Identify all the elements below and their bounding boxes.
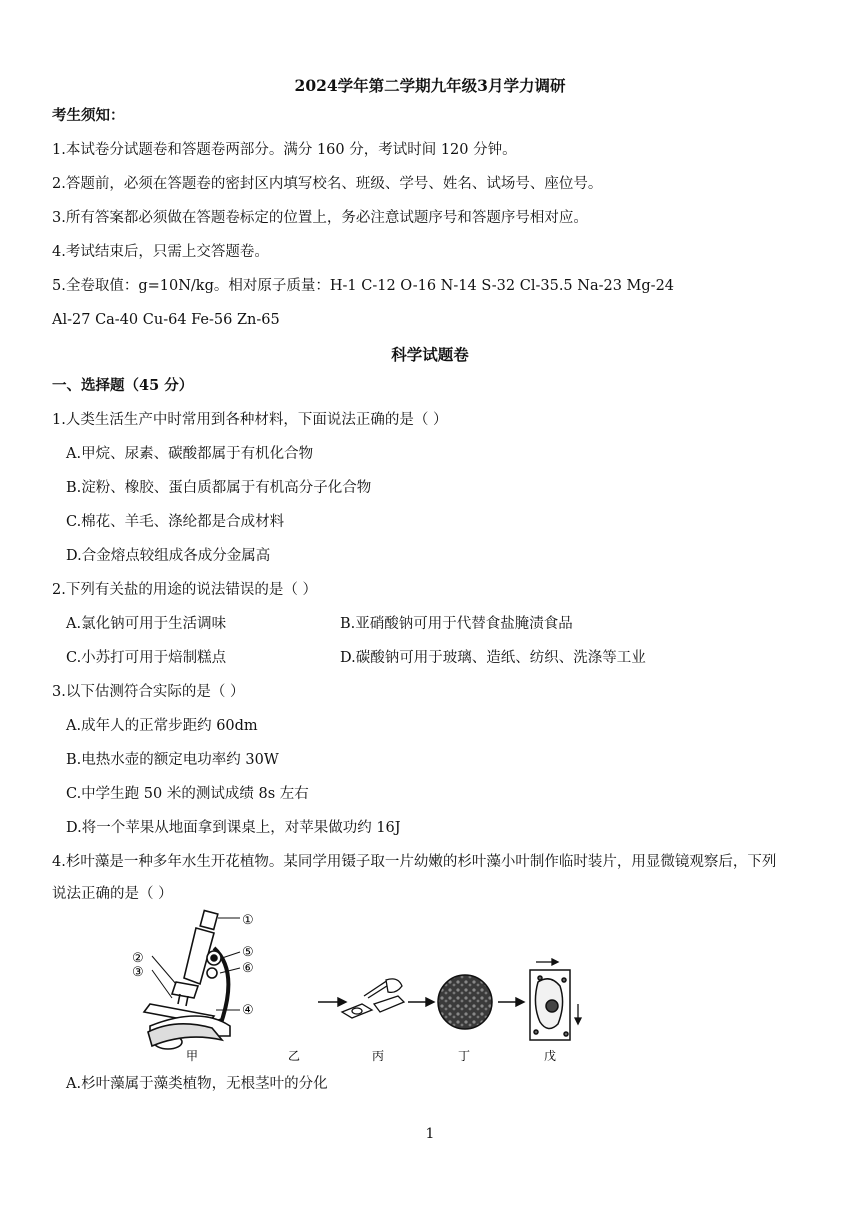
option-a: A.甲烷、尿素、碳酸都属于有机化合物 bbox=[66, 446, 314, 462]
notice-item: Al-27 Ca-40 Cu-64 Fe-56 Zn-65 bbox=[52, 312, 280, 328]
question-stem: 2.下列有关盐的用途的说法错误的是（ ） bbox=[52, 582, 317, 598]
caption-wu: 戊 bbox=[544, 1049, 557, 1063]
notice-item: 2.答题前，必须在答题卷的密封区内填写校名、班级、学号、姓名、试场号、座位号。 bbox=[52, 176, 603, 192]
caption-yi: 乙 bbox=[288, 1049, 301, 1063]
page-number: 1 bbox=[425, 1126, 435, 1142]
option-a: A.杉叶藻属于藻类植物，无根茎叶的分化 bbox=[66, 1076, 328, 1092]
part-heading: 一、选择题（45 分） bbox=[52, 377, 194, 394]
notice-item: 3.所有答案都必须做在答题卷标定的位置上，务必注意试题序号和答题序号相对应。 bbox=[52, 210, 588, 226]
marker-4: ④ bbox=[242, 1003, 254, 1018]
marker-2: ② bbox=[132, 951, 144, 966]
marker-5: ⑤ bbox=[242, 945, 254, 960]
option-b: B.电热水壶的额定电功率约 30W bbox=[66, 752, 279, 768]
option-d: D.合金熔点较组成各成分金属高 bbox=[66, 548, 271, 564]
arrow-icon bbox=[318, 998, 346, 1006]
microscope-figure bbox=[0, 900, 860, 1070]
section-title: 科学试题卷 bbox=[391, 345, 469, 364]
slide-preparation-illustration bbox=[342, 979, 404, 1018]
option-a: A.成年人的正常步距约 60dm bbox=[66, 718, 258, 734]
marker-6: ⑥ bbox=[242, 961, 254, 976]
notice-item: 5.全卷取值：g=10N/kg。相对原子质量：H-1 C-12 O-16 N-14 S-32 Cl-35.5 Na-23 Mg-24 bbox=[52, 278, 675, 294]
plant-cell-illustration bbox=[530, 970, 570, 1040]
microscope-illustration bbox=[144, 910, 230, 1049]
option-a: A.氯化钠可用于生活调味 bbox=[66, 616, 227, 632]
notice-item: 1.本试卷分试题卷和答题卷两部分。满分 160 分，考试时间 120 分钟。 bbox=[52, 142, 517, 158]
marker-3: ③ bbox=[132, 965, 144, 980]
option-b: B.淀粉、橡胶、蛋白质都属于有机高分子化合物 bbox=[66, 480, 372, 496]
question-stem: 4.杉叶藻是一种多年水生开花植物。某同学用镊子取一片幼嫩的杉叶藻小叶制作临时装片，用显微镜观察后，下列 bbox=[52, 854, 777, 870]
notice-heading: 考生须知： bbox=[52, 107, 125, 124]
arrow-icon bbox=[498, 998, 524, 1006]
option-c: C.小苏打可用于焙制糕点 bbox=[66, 650, 227, 666]
option-d: D.碳酸钠可用于玻璃、造纸、纺织、洗涤等工业 bbox=[340, 650, 646, 666]
notice-item: 4.考试结束后，只需上交答题卷。 bbox=[52, 244, 269, 260]
question-stem-cont: 说法正确的是（ ） bbox=[52, 886, 173, 902]
exam-title: 2024学年第二学期九年级3月学力调研 bbox=[294, 76, 566, 95]
caption-ding: 丁 bbox=[458, 1049, 471, 1063]
question-stem: 3.以下估测符合实际的是（ ） bbox=[52, 684, 245, 700]
option-c: C.中学生跑 50 米的测试成绩 8s 左右 bbox=[66, 786, 309, 802]
option-c: C.棉花、羊毛、涤纶都是合成材料 bbox=[66, 514, 285, 530]
caption-bing: 丙 bbox=[372, 1049, 385, 1063]
caption-jia: 甲 bbox=[186, 1049, 199, 1063]
arrow-icon bbox=[408, 998, 434, 1006]
option-d: D.将一个苹果从地面拿到课桌上，对苹果做功约 16J bbox=[66, 820, 401, 836]
marker-1: ① bbox=[242, 913, 254, 928]
question-stem: 1.人类生活生产中时常用到各种材料，下面说法正确的是（ ） bbox=[52, 412, 448, 428]
field-of-view-illustration bbox=[438, 975, 492, 1029]
option-b: B.亚硝酸钠可用于代替食盐腌渍食品 bbox=[340, 616, 573, 632]
